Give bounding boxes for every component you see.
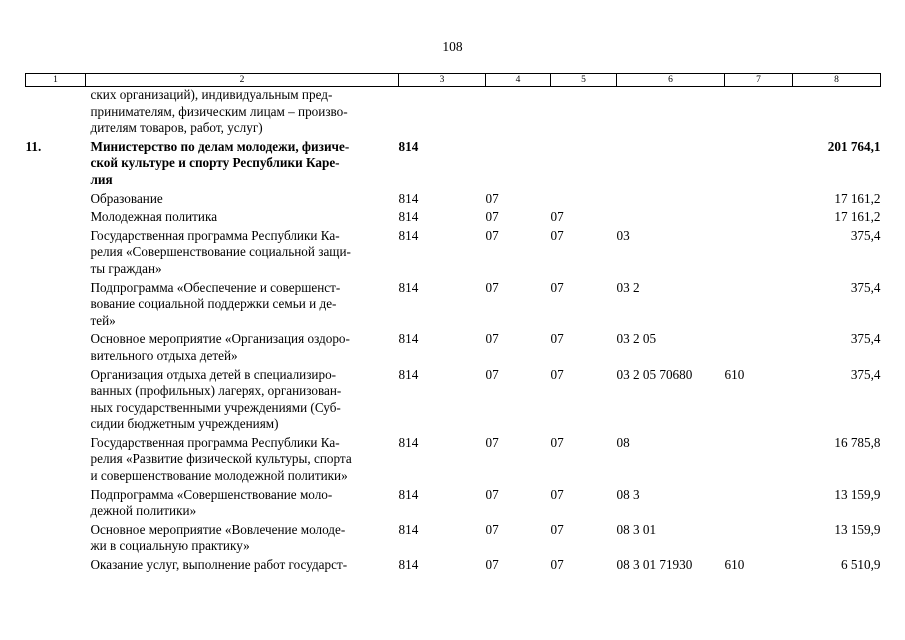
- row-name: Образование: [90, 190, 163, 206]
- subsection-code: 07: [550, 434, 564, 450]
- section-code: [486, 139, 551, 191]
- amount: 375,4: [850, 227, 881, 243]
- ministry-code: 814: [398, 331, 419, 347]
- table-row: [26, 139, 881, 191]
- subsection-code: 07: [550, 486, 564, 502]
- ministry-code: 814: [398, 227, 419, 243]
- subsection-code: [551, 139, 617, 191]
- subsection-code: 07: [550, 557, 564, 573]
- target-article-code: 08 3 01 71930: [616, 557, 693, 573]
- section-code: 07: [485, 279, 499, 295]
- row-number: [26, 522, 86, 557]
- subsection-code: 07: [550, 331, 564, 347]
- section-code: 07: [485, 331, 499, 347]
- column-header-row: [26, 74, 881, 87]
- column-header: 4: [486, 74, 551, 87]
- ministry-code: 814: [398, 434, 419, 450]
- row-number: 11.: [25, 138, 42, 154]
- ministry-code: 814: [398, 138, 419, 154]
- row-name: Государственная программа Республики Ка- релия «Развитие физической культуры, спорта и совершенствование молодежной политики»: [90, 434, 352, 484]
- subsection-code: [551, 87, 617, 139]
- section-code: 07: [485, 209, 499, 225]
- subsection-code: 07: [550, 279, 564, 295]
- expense-type-code: [725, 228, 793, 280]
- ministry-code: 814: [398, 366, 419, 382]
- section-code: 07: [485, 227, 499, 243]
- table-row: [26, 522, 881, 557]
- target-article-code: 08: [616, 434, 630, 450]
- expense-type-code: [725, 87, 793, 139]
- table-row: [26, 209, 881, 228]
- target-article-code: 03 2 05: [616, 331, 657, 347]
- column-header: 8: [793, 74, 881, 87]
- row-number: [26, 557, 86, 576]
- table-row: [26, 557, 881, 576]
- row-number: [26, 191, 86, 210]
- expense-type-code: [725, 139, 793, 191]
- page-number: 108: [442, 39, 463, 54]
- subsection-code: [551, 191, 617, 210]
- ministry-code: 814: [398, 209, 419, 225]
- target-article-code: [617, 209, 725, 228]
- table-row: [26, 331, 881, 366]
- subsection-code: 07: [550, 521, 564, 537]
- amount: [793, 87, 881, 139]
- expense-type-code: [725, 209, 793, 228]
- section-code: 07: [485, 366, 499, 382]
- section-code: 07: [485, 486, 499, 502]
- target-article-code: 08 3 01: [616, 521, 657, 537]
- row-number: [26, 280, 86, 332]
- column-header: 6: [617, 74, 725, 87]
- target-article-code: [617, 139, 725, 191]
- target-article-code: 03: [616, 227, 630, 243]
- row-name: ских организаций), индивидуальным пред- принимателям, физическим лицам – произво- дителям товаров, работ, услуг): [90, 87, 348, 136]
- table-row: [26, 228, 881, 280]
- amount: 16 785,8: [834, 434, 881, 450]
- table-row: [26, 435, 881, 487]
- row-number: [26, 331, 86, 366]
- expense-type-code: [725, 522, 793, 557]
- row-name: Молодежная политика: [90, 209, 218, 225]
- section-code: 07: [485, 557, 499, 573]
- row-name: Государственная программа Республики Ка- релия «Совершенствование социальной защи- ты граждан»: [90, 227, 351, 276]
- subsection-code: 07: [550, 366, 564, 382]
- ministry-code: 814: [398, 486, 419, 502]
- expense-type-code: [725, 280, 793, 332]
- expense-type-code: [725, 487, 793, 522]
- target-article-code: 03 2: [616, 279, 640, 295]
- amount: 375,4: [850, 331, 881, 347]
- table-row: [26, 280, 881, 332]
- ministry-code: 814: [398, 190, 419, 206]
- amount: 375,4: [850, 366, 881, 382]
- amount: 375,4: [850, 279, 881, 295]
- row-name: Основное мероприятие «Вовлечение молоде- жи в социальную практику»: [90, 521, 346, 554]
- table-row: [26, 191, 881, 210]
- table-row: [26, 487, 881, 522]
- expense-type-code: [725, 435, 793, 487]
- ministry-code: 814: [398, 279, 419, 295]
- section-code: [486, 87, 551, 139]
- column-header: 1: [26, 74, 86, 87]
- expense-type-code: [725, 191, 793, 210]
- column-header: 2: [86, 74, 399, 87]
- target-article-code: 03 2 05 70680: [616, 366, 693, 382]
- target-article-code: 08 3: [616, 486, 640, 502]
- section-code: 07: [485, 434, 499, 450]
- expense-type-code: 610: [724, 366, 745, 382]
- row-name: Организация отдыха детей в специализиро- ванных (профильных) лагерях, организован- ных государственными учреждениями (Суб- сидии бюджетным учреждениям): [90, 366, 342, 432]
- ministry-code: 814: [398, 521, 419, 537]
- column-header: 7: [725, 74, 793, 87]
- expense-type-code: 610: [724, 557, 745, 573]
- subsection-code: 07: [550, 209, 564, 225]
- target-article-code: [617, 87, 725, 139]
- column-header: 3: [399, 74, 486, 87]
- amount: 201 764,1: [827, 138, 881, 154]
- table-row: [26, 87, 881, 139]
- row-number: [26, 228, 86, 280]
- amount: 13 159,9: [834, 486, 881, 502]
- row-name: Подпрограмма «Совершенствование моло- дежной политики»: [90, 486, 333, 519]
- row-number: [26, 435, 86, 487]
- amount: 17 161,2: [834, 209, 881, 225]
- expense-type-code: [725, 331, 793, 366]
- amount: 17 161,2: [834, 190, 881, 206]
- column-header: 5: [551, 74, 617, 87]
- row-name: Основное мероприятие «Организация оздоро- вительного отдыха детей»: [90, 331, 350, 363]
- row-number: [26, 209, 86, 228]
- row-number: [26, 487, 86, 522]
- ministry-code: [399, 87, 486, 139]
- row-number: [26, 367, 86, 435]
- row-name: Министерство по делам молодежи, физиче- ской культуре и спорту Республики Каре- лия: [90, 138, 350, 187]
- row-number: [26, 87, 86, 139]
- section-code: 07: [485, 521, 499, 537]
- row-name: Подпрограмма «Обеспечение и совершенст- вование социальной поддержки семьи и де- тей»: [90, 279, 341, 328]
- row-name: Оказание услуг, выполнение работ государст-: [90, 557, 348, 573]
- section-code: 07: [485, 190, 499, 206]
- amount: 13 159,9: [834, 521, 881, 537]
- target-article-code: [617, 191, 725, 210]
- amount: 6 510,9: [840, 557, 881, 573]
- ministry-code: 814: [398, 557, 419, 573]
- subsection-code: 07: [550, 227, 564, 243]
- budget-table: [25, 73, 881, 576]
- table-row: [26, 367, 881, 435]
